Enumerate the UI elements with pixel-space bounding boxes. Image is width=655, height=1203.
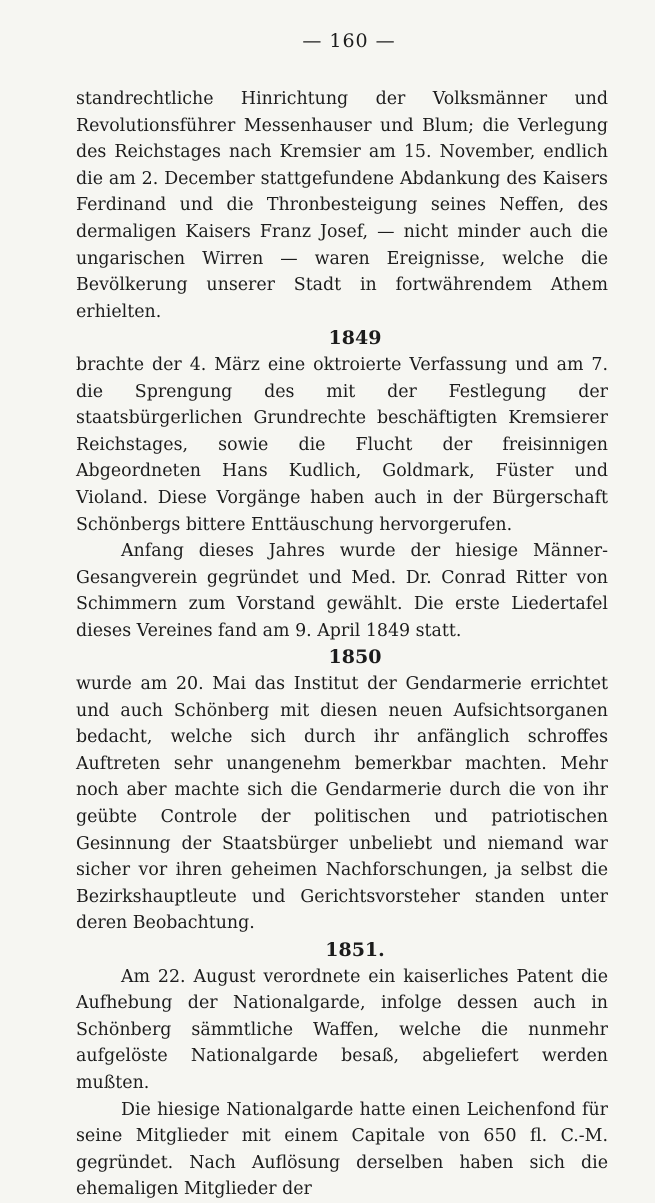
year-heading-1851: 1851. <box>325 939 385 961</box>
paragraph-executions-and-abdication: standrechtliche Hinrichtung der Volksmänner und Revolutionsführer Messenhauser und Blum; die Verlegung des Reichstages nach Kremsier am 15. November, endlich die am 2. December stattgefundene Abdankung des Kaisers Ferdinand und die Thronbesteigung seines Neffen, des dermaligen Kaisers Franz Josef, — nicht minder auch die ungarischen Wirren — waren Ereignisse, welche die Bevölkerung unserer Stadt in fortwährendem Athem erhielten. <box>76 89 608 322</box>
year-heading-1849: 1849 <box>328 327 382 350</box>
page-number: — 160 — <box>302 30 396 52</box>
year-heading-1850: 1850 <box>328 646 382 669</box>
paragraph-national-guard-dissolution: Am 22. August verordnete ein kaiserliches Patent die Aufhebung der Nationalgarde, infolge dessen auch in Schönberg sämmtliche Waffen, welche die nunmehr aufgelöste Nationalgarde besaß, abgeliefert werden mußten. <box>76 966 608 1093</box>
paragraph-funeral-fund: Die hiesige Nationalgarde hatte einen Leichenfond für seine Mitglieder mit einem Capitale von 650 fl. C.-M. gegründet. Nach Auflösung derselben haben sich die ehemaligen Mitglieder der <box>76 1099 608 1200</box>
paragraph-1849-constitution: brachte der 4. März eine oktroierte Verfassung und am 7. die Sprengung des mit der Festlegung der staatsbürgerlichen Grundrechte beschäftigten Kremsierer Reichstages, sowie die Flucht der freisinnigen Abgeordneten Hans Kudlich, Goldmark, Füster und Violand. Diese Vorgänge haben auch in der Bürgerschaft Schönbergs bittere Enttäuschung hervorgerufen. <box>76 354 608 535</box>
paragraph-choral-society: Anfang dieses Jahres wurde der hiesige Männer-Gesangverein gegründet und Med. Dr. Conrad Ritter von Schimmern zum Vorstand gewählt. Die erste Liedertafel dieses Vereines fand am 9. April 1849 statt. <box>76 541 608 641</box>
paragraph-1850-gendarmerie: wurde am 20. Mai das Institut der Gendarmerie errichtet und auch Schönberg mit diesen neuen Aufsichtsorganen bedacht, welche sich durch ihr anfänglich schroffes Auftreten sehr unangenehm bemerkbar machten. Mehr noch aber machte sich die Gendarmerie durch die von ihr geübte Controle der politischen und patriotischen Gesinnung der Staatsbürger unbeliebt und niemand war sicher vor ihren geheimen Nachforschungen, ja selbst die Bezirkshauptleute und Gerichtsvorsteher standen unter deren Beobachtung. <box>76 674 608 934</box>
